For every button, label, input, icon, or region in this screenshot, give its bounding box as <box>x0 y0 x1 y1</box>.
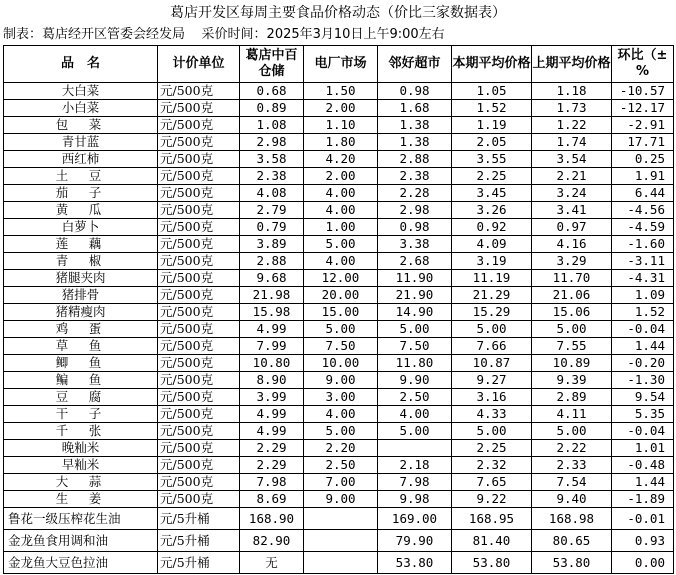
current-avg: 7.66 <box>452 338 532 355</box>
unit-cell: 元/500克 <box>158 151 240 168</box>
table-row <box>4 168 674 185</box>
change-percent: -1.30 <box>612 372 674 389</box>
previous-avg: 1.22 <box>532 117 612 134</box>
change-percent: -0.20 <box>612 355 674 372</box>
item-name: 土 豆 <box>4 168 158 185</box>
store2-price: 7.00 <box>304 474 378 491</box>
store2-price: 20.00 <box>304 287 378 304</box>
unit-cell: 元/500克 <box>158 253 240 270</box>
table-row <box>4 236 674 253</box>
table-row <box>4 491 674 508</box>
item-name: 金龙鱼大豆色拉油 <box>4 552 158 574</box>
current-avg: 10.87 <box>452 355 532 372</box>
unit-cell: 元/500克 <box>158 202 240 219</box>
item-name: 黄 瓜 <box>4 202 158 219</box>
store1-price: 0.89 <box>240 100 304 117</box>
col-header-unit: 计价单位 <box>158 46 240 83</box>
col-header-name: 品 名 <box>4 46 158 83</box>
previous-avg: 53.80 <box>532 552 612 574</box>
store1-price: 3.89 <box>240 236 304 253</box>
previous-avg: 15.06 <box>532 304 612 321</box>
unit-cell: 元/500克 <box>158 406 240 423</box>
change-percent: -4.56 <box>612 202 674 219</box>
store3-price: 11.90 <box>378 270 452 287</box>
unit-cell: 元/500克 <box>158 100 240 117</box>
previous-avg: 3.29 <box>532 253 612 270</box>
store2-price: 9.00 <box>304 372 378 389</box>
current-avg: 2.25 <box>452 168 532 185</box>
store1-price: 21.98 <box>240 287 304 304</box>
change-percent: 17.71 <box>612 134 674 151</box>
current-avg: 3.45 <box>452 185 532 202</box>
change-percent: 1.52 <box>612 304 674 321</box>
previous-avg: 9.40 <box>532 491 612 508</box>
unit-cell: 元/500克 <box>158 236 240 253</box>
unit-cell: 元/500克 <box>158 389 240 406</box>
store1-price: 82.90 <box>240 530 304 552</box>
change-percent: 6.44 <box>612 185 674 202</box>
store3-price: 0.98 <box>378 219 452 236</box>
current-avg: 168.95 <box>452 508 532 530</box>
change-percent: -3.11 <box>612 253 674 270</box>
store3-price: 9.98 <box>378 491 452 508</box>
store1-price: 3.99 <box>240 389 304 406</box>
price-table <box>3 45 674 574</box>
store3-price: 2.38 <box>378 168 452 185</box>
table-row <box>4 151 674 168</box>
store2-price <box>304 552 378 574</box>
item-name: 鳊 鱼 <box>4 372 158 389</box>
item-name: 小白菜 <box>4 100 158 117</box>
item-name: 大 蒜 <box>4 474 158 491</box>
unit-cell: 元/5升桶 <box>158 552 240 574</box>
previous-avg: 3.24 <box>532 185 612 202</box>
store1-price: 0.68 <box>240 83 304 100</box>
previous-avg: 11.70 <box>532 270 612 287</box>
change-percent: 1.01 <box>612 440 674 457</box>
change-percent: -4.31 <box>612 270 674 287</box>
store2-price: 12.00 <box>304 270 378 287</box>
unit-cell: 元/500克 <box>158 355 240 372</box>
current-avg: 21.29 <box>452 287 532 304</box>
change-percent: 9.54 <box>612 389 674 406</box>
store2-price: 2.00 <box>304 168 378 185</box>
previous-avg: 168.98 <box>532 508 612 530</box>
table-row <box>4 83 674 100</box>
unit-cell: 元/500克 <box>158 117 240 134</box>
unit-cell: 元/500克 <box>158 83 240 100</box>
previous-avg: 21.06 <box>532 287 612 304</box>
store1-price: 15.98 <box>240 304 304 321</box>
store3-price: 2.50 <box>378 389 452 406</box>
store1-price: 9.68 <box>240 270 304 287</box>
current-avg: 5.00 <box>452 423 532 440</box>
previous-avg: 0.97 <box>532 219 612 236</box>
store1-price: 2.29 <box>240 457 304 474</box>
change-percent: 5.35 <box>612 406 674 423</box>
table-row <box>4 457 674 474</box>
table-row <box>4 185 674 202</box>
store2-price: 1.10 <box>304 117 378 134</box>
item-name: 晚籼米 <box>4 440 158 457</box>
previous-avg: 1.18 <box>532 83 612 100</box>
change-percent: 1.09 <box>612 287 674 304</box>
current-avg: 9.22 <box>452 491 532 508</box>
item-name: 茄 子 <box>4 185 158 202</box>
table-row <box>4 321 674 338</box>
store1-price: 2.29 <box>240 440 304 457</box>
store1-price: 4.08 <box>240 185 304 202</box>
unit-cell: 元/500克 <box>158 168 240 185</box>
current-avg: 1.19 <box>452 117 532 134</box>
change-percent: -0.04 <box>612 423 674 440</box>
store3-price: 1.38 <box>378 117 452 134</box>
change-percent: -1.89 <box>612 491 674 508</box>
item-name: 青 椒 <box>4 253 158 270</box>
store2-price: 4.00 <box>304 185 378 202</box>
store3-price: 2.18 <box>378 457 452 474</box>
store2-price: 5.00 <box>304 236 378 253</box>
previous-avg: 3.54 <box>532 151 612 168</box>
change-percent: 0.93 <box>612 530 674 552</box>
store1-price: 10.80 <box>240 355 304 372</box>
current-avg: 53.80 <box>452 552 532 574</box>
table-row <box>4 552 674 574</box>
store3-price: 7.98 <box>378 474 452 491</box>
col-header-change: 环比（±% <box>612 46 674 83</box>
store3-price: 2.98 <box>378 202 452 219</box>
current-avg: 1.52 <box>452 100 532 117</box>
change-percent: -0.04 <box>612 321 674 338</box>
change-percent: -12.17 <box>612 100 674 117</box>
item-name: 早籼米 <box>4 457 158 474</box>
unit-cell: 元/500克 <box>158 287 240 304</box>
change-percent: -0.01 <box>612 508 674 530</box>
unit-cell: 元/500克 <box>158 423 240 440</box>
change-percent: 0.00 <box>612 552 674 574</box>
change-percent: -10.57 <box>612 83 674 100</box>
store2-price: 1.80 <box>304 134 378 151</box>
store3-price: 4.00 <box>378 406 452 423</box>
store2-price: 4.00 <box>304 406 378 423</box>
table-row <box>4 253 674 270</box>
store2-price: 4.00 <box>304 202 378 219</box>
col-header-store2: 电厂市场 <box>304 46 378 83</box>
table-row <box>4 134 674 151</box>
header-row <box>4 46 674 83</box>
previous-avg: 1.74 <box>532 134 612 151</box>
store3-price: 169.00 <box>378 508 452 530</box>
unit-cell: 元/5升桶 <box>158 530 240 552</box>
store3-price: 5.00 <box>378 423 452 440</box>
unit-cell: 元/500克 <box>158 440 240 457</box>
store1-price: 无 <box>240 552 304 574</box>
table-row <box>4 270 674 287</box>
table-body <box>4 83 674 574</box>
previous-avg: 1.73 <box>532 100 612 117</box>
table-row <box>4 355 674 372</box>
previous-avg: 4.11 <box>532 406 612 423</box>
store3-price: 79.90 <box>378 530 452 552</box>
col-header-current-avg: 本期平均价格 <box>452 46 532 83</box>
store2-price: 4.00 <box>304 253 378 270</box>
store2-price: 1.00 <box>304 219 378 236</box>
store1-price: 1.08 <box>240 117 304 134</box>
table-row <box>4 202 674 219</box>
item-name: 大白菜 <box>4 83 158 100</box>
maker-label: 制表：葛店经开区管委会经发局 <box>3 27 186 42</box>
item-name: 包 菜 <box>4 117 158 134</box>
item-name: 干 子 <box>4 406 158 423</box>
store1-price: 8.90 <box>240 372 304 389</box>
store2-price: 2.50 <box>304 457 378 474</box>
current-avg: 11.19 <box>452 270 532 287</box>
change-percent: 1.44 <box>612 338 674 355</box>
item-name: 豆 腐 <box>4 389 158 406</box>
previous-avg: 2.21 <box>532 168 612 185</box>
table-row <box>4 304 674 321</box>
unit-cell: 元/500克 <box>158 185 240 202</box>
store2-price: 3.00 <box>304 389 378 406</box>
item-name: 鲫 鱼 <box>4 355 158 372</box>
table-row <box>4 372 674 389</box>
change-percent: -2.91 <box>612 117 674 134</box>
unit-cell: 元/500克 <box>158 491 240 508</box>
col-header-store3: 邻好超市 <box>378 46 452 83</box>
previous-avg: 2.22 <box>532 440 612 457</box>
store1-price: 4.99 <box>240 406 304 423</box>
current-avg: 4.09 <box>452 236 532 253</box>
item-name: 金龙鱼食用调和油 <box>4 530 158 552</box>
store2-price: 5.00 <box>304 423 378 440</box>
store3-price: 0.98 <box>378 83 452 100</box>
store1-price: 7.99 <box>240 338 304 355</box>
current-avg: 3.26 <box>452 202 532 219</box>
current-avg: 2.25 <box>452 440 532 457</box>
unit-cell: 元/500克 <box>158 304 240 321</box>
table-row <box>4 117 674 134</box>
item-name: 猪精瘦肉 <box>4 304 158 321</box>
unit-cell: 元/500克 <box>158 134 240 151</box>
store1-price: 7.98 <box>240 474 304 491</box>
item-name: 莲 藕 <box>4 236 158 253</box>
table-row <box>4 474 674 491</box>
unit-cell: 元/500克 <box>158 457 240 474</box>
store3-price: 7.50 <box>378 338 452 355</box>
store2-price: 4.20 <box>304 151 378 168</box>
store1-price: 2.98 <box>240 134 304 151</box>
current-avg: 1.05 <box>452 83 532 100</box>
current-avg: 9.27 <box>452 372 532 389</box>
store1-price: 168.90 <box>240 508 304 530</box>
store3-price: 2.28 <box>378 185 452 202</box>
change-percent: -1.60 <box>612 236 674 253</box>
item-name: 猪腿夹肉 <box>4 270 158 287</box>
store3-price: 3.38 <box>378 236 452 253</box>
store3-price: 53.80 <box>378 552 452 574</box>
current-avg: 7.65 <box>452 474 532 491</box>
col-header-previous-avg: 上期平均价格 <box>532 46 612 83</box>
table-row <box>4 440 674 457</box>
current-avg: 4.33 <box>452 406 532 423</box>
previous-avg: 9.39 <box>532 372 612 389</box>
previous-avg: 80.65 <box>532 530 612 552</box>
store2-price: 15.00 <box>304 304 378 321</box>
item-name: 鸡 蛋 <box>4 321 158 338</box>
store3-price: 2.68 <box>378 253 452 270</box>
current-avg: 3.16 <box>452 389 532 406</box>
store1-price: 4.99 <box>240 423 304 440</box>
item-name: 鲁花一级压榨花生油 <box>4 508 158 530</box>
item-name: 生 姜 <box>4 491 158 508</box>
current-avg: 0.92 <box>452 219 532 236</box>
store2-price <box>304 508 378 530</box>
unit-cell: 元/5升桶 <box>158 508 240 530</box>
table-row <box>4 530 674 552</box>
store3-price: 5.00 <box>378 321 452 338</box>
unit-cell: 元/500克 <box>158 270 240 287</box>
store1-price: 8.69 <box>240 491 304 508</box>
unit-cell: 元/500克 <box>158 219 240 236</box>
current-avg: 2.32 <box>452 457 532 474</box>
previous-avg: 5.00 <box>532 321 612 338</box>
store1-price: 4.99 <box>240 321 304 338</box>
previous-avg: 7.54 <box>532 474 612 491</box>
item-name: 草 鱼 <box>4 338 158 355</box>
store3-price: 21.90 <box>378 287 452 304</box>
store3-price: 2.88 <box>378 151 452 168</box>
change-percent: 0.25 <box>612 151 674 168</box>
store2-price: 5.00 <box>304 321 378 338</box>
store3-price: 1.68 <box>378 100 452 117</box>
store2-price: 9.00 <box>304 491 378 508</box>
table-row <box>4 508 674 530</box>
store2-price: 7.50 <box>304 338 378 355</box>
col-header-store1: 葛店中百仓储 <box>240 46 304 83</box>
table-meta <box>3 26 445 44</box>
change-percent: 1.44 <box>612 474 674 491</box>
current-avg: 2.05 <box>452 134 532 151</box>
store2-price: 2.00 <box>304 100 378 117</box>
change-percent: 1.91 <box>612 168 674 185</box>
unit-cell: 元/500克 <box>158 338 240 355</box>
store3-price: 9.90 <box>378 372 452 389</box>
previous-avg: 7.55 <box>532 338 612 355</box>
table-row <box>4 219 674 236</box>
previous-avg: 4.16 <box>532 236 612 253</box>
item-name: 西红柿 <box>4 151 158 168</box>
store1-price: 2.38 <box>240 168 304 185</box>
store1-price: 0.79 <box>240 219 304 236</box>
table-row <box>4 389 674 406</box>
current-avg: 15.29 <box>452 304 532 321</box>
item-name: 青甘蓝 <box>4 134 158 151</box>
store3-price: 11.80 <box>378 355 452 372</box>
store2-price: 1.50 <box>304 83 378 100</box>
current-avg: 3.19 <box>452 253 532 270</box>
previous-avg: 10.89 <box>532 355 612 372</box>
store2-price: 10.00 <box>304 355 378 372</box>
store1-price: 3.58 <box>240 151 304 168</box>
change-percent: -4.59 <box>612 219 674 236</box>
item-name: 猪排骨 <box>4 287 158 304</box>
page-title: 葛店开发区每周主要食品价格动态（价比三家数据表） <box>170 5 506 21</box>
table-row <box>4 338 674 355</box>
unit-cell: 元/500克 <box>158 321 240 338</box>
store3-price: 1.38 <box>378 134 452 151</box>
store2-price: 2.20 <box>304 440 378 457</box>
change-percent: -0.48 <box>612 457 674 474</box>
current-avg: 81.40 <box>452 530 532 552</box>
unit-cell: 元/500克 <box>158 474 240 491</box>
store1-price: 2.88 <box>240 253 304 270</box>
current-avg: 5.00 <box>452 321 532 338</box>
unit-cell: 元/500克 <box>158 372 240 389</box>
current-avg: 3.55 <box>452 151 532 168</box>
table-row <box>4 423 674 440</box>
store3-price <box>378 440 452 457</box>
previous-avg: 2.33 <box>532 457 612 474</box>
previous-avg: 3.41 <box>532 202 612 219</box>
store1-price: 2.79 <box>240 202 304 219</box>
store2-price <box>304 530 378 552</box>
store3-price: 14.90 <box>378 304 452 321</box>
collection-time: 采价时间：2025年3月10日上午9:00左右 <box>201 27 445 42</box>
item-name: 千 张 <box>4 423 158 440</box>
previous-avg: 5.00 <box>532 423 612 440</box>
table-row <box>4 287 674 304</box>
table-row <box>4 406 674 423</box>
table-row <box>4 100 674 117</box>
previous-avg: 2.89 <box>532 389 612 406</box>
item-name: 白萝卜 <box>4 219 158 236</box>
